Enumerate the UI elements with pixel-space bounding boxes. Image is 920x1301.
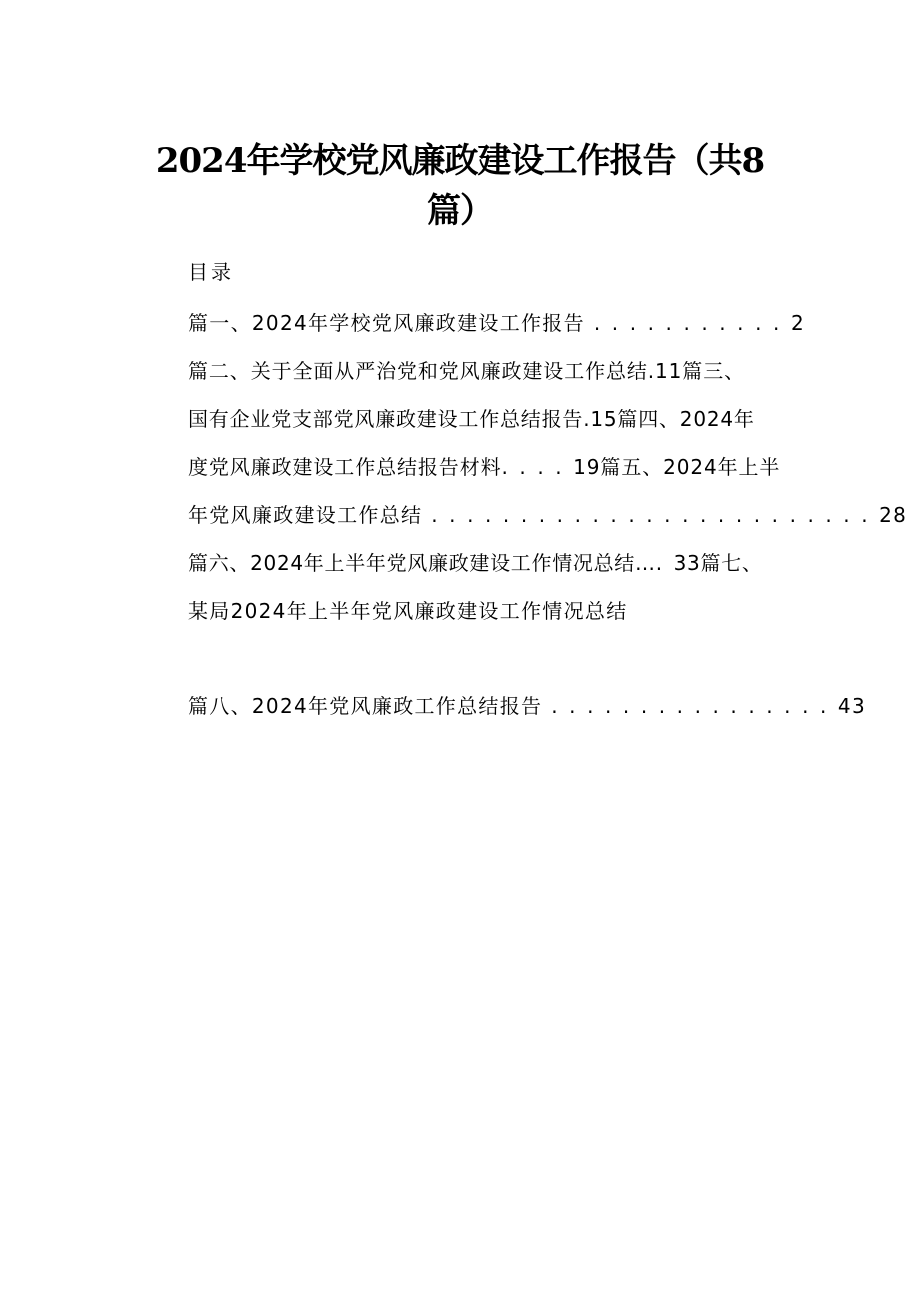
toc-entry xyxy=(188,550,763,576)
document-title-line-1: 2024年学校党风廉政建设工作报告（共8 xyxy=(155,141,765,181)
toc-entry xyxy=(188,358,745,384)
toc-entry-text: 某局2024年上半年党风廉政建设工作情况总结 xyxy=(188,599,628,623)
toc-page-number: 33篇七、 xyxy=(673,551,763,575)
toc-heading: 目录 xyxy=(188,260,234,284)
toc-entry-text: 篇六、2024年上半年党风廉政建设工作情况总结… xyxy=(188,551,656,575)
toc-page-number: 19篇五、2024年上半 xyxy=(573,455,781,479)
toc-entry-text: 篇一、2024年学校党风廉政建设工作报告 xyxy=(188,311,585,335)
toc-leader-dots: . xyxy=(655,551,674,575)
toc-entry xyxy=(188,454,780,480)
toc-entry xyxy=(188,406,755,432)
toc-entry xyxy=(188,502,907,528)
toc-leader-dots: . . . . xyxy=(501,455,574,479)
toc-leader-dots: . . . . . . . . . . . . . . . . xyxy=(542,694,838,718)
document-title-line-2: 篇） xyxy=(427,191,493,231)
toc-leader-dots: . . . . . . . . . . . xyxy=(584,311,791,335)
toc-leader-dots: . . . . . . . . . . . . . . . . . . . . . . . . . xyxy=(422,503,880,527)
toc-page-number: 2 xyxy=(790,311,805,335)
toc-entry-text: 篇八、2024年党风廉政工作总结报告 xyxy=(188,694,543,718)
toc-page-number: 28 xyxy=(879,503,908,527)
toc-page-number: 43 xyxy=(837,694,866,718)
toc-entry-text: 年党风廉政建设工作总结 xyxy=(188,503,423,527)
toc-entry-text: 篇二、关于全面从严治党和党风廉政建设工作总结.11篇三、 xyxy=(188,359,746,383)
toc-entry xyxy=(188,310,805,336)
toc-entry-text: 度党风廉政建设工作总结报告材料 xyxy=(188,455,502,479)
toc-entry-text: 国有企业党支部党风廉政建设工作总结报告.15篇四、2024年 xyxy=(188,407,755,431)
toc-entry xyxy=(188,693,866,719)
toc-entry xyxy=(188,598,628,624)
